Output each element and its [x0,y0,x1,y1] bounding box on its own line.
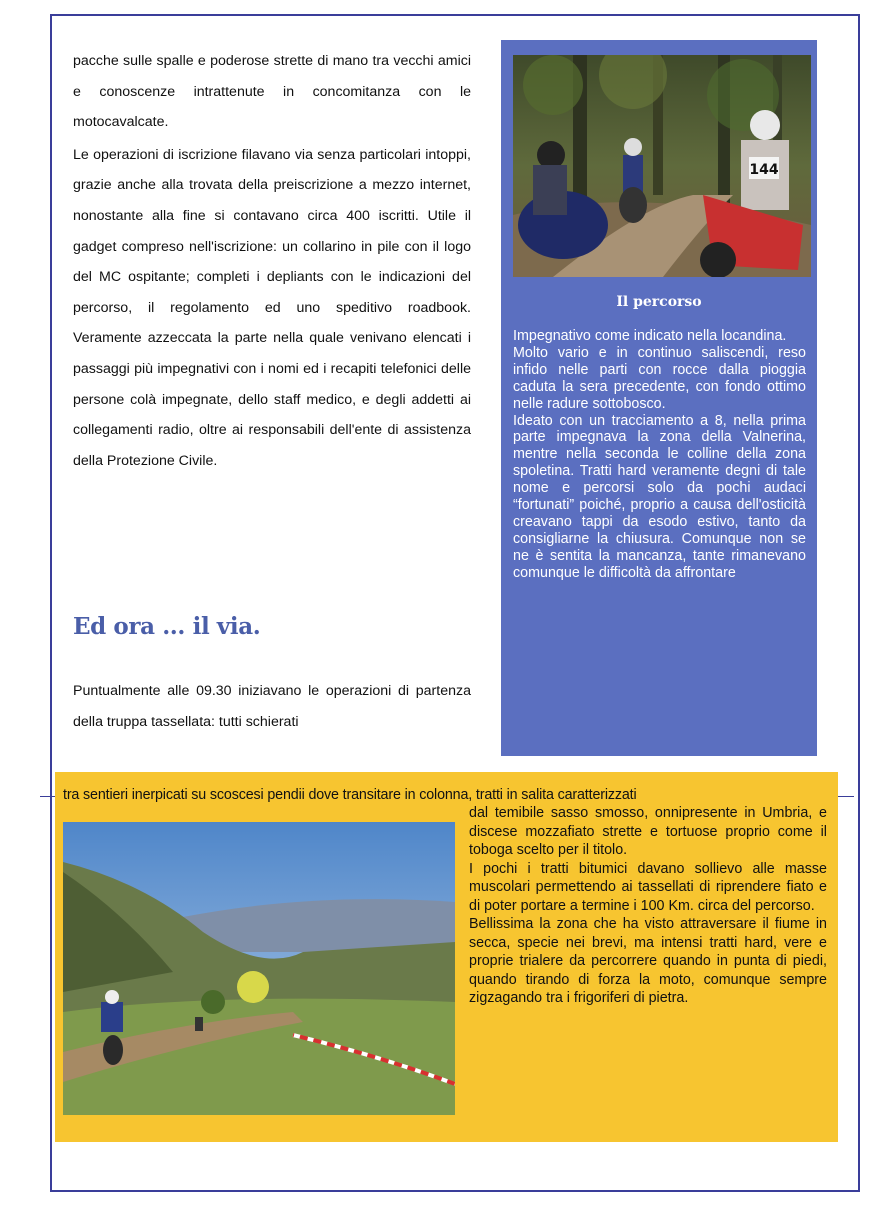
main-column [73,46,471,476]
yellow-text-box [55,772,838,1142]
body-paragraph-3: Puntualmente alle 09.30 iniziavano le operazioni di partenza della truppa tassellata: tutti schierati [73,683,471,730]
sidebar-caption: Il percorso [616,294,702,310]
sidebar-line-2: Molto vario e in continuo saliscendi, reso infido nelle parti con rocce dalla pioggia caduta la sera precedente, con fondo ottimo nelle radure sottobosco. [513,344,806,412]
yellow-line-2: I pochi i tratti bitumici davano sollievo alle masse muscolari permettendo ai tassellati di riprendere fiato e di poter portare a termine i 100 Km. circa del percorso. [469,860,827,914]
forest-riders-photo [513,55,811,277]
hillside-trail-photo [63,822,455,1115]
sidebar-text [513,328,806,582]
yellow-first-line: tra sentieri inerpicati su scoscesi pendii dove transitare in colonna, tratti in salita caratterizzati [63,787,637,803]
yellow-text [469,804,827,1008]
section-heading: Ed ora ... il via. [73,613,261,640]
yellow-line-3: Bellissima la zona che ha visto attraversare il fiume in secca, specie nei brevi, ma intensi tratti hard, vere e proprie trialere da percorrere quando in punta di piedi, quando tirando di forza la moto, comunque sempre zigzagando tra i frigoriferi di pietra. [469,916,827,1006]
race-number: 144 [749,162,779,178]
sidebar-line-1: Impegnativo come indicato nella locandina. [513,328,787,344]
yellow-line-1: dal temibile sasso smosso, onnipresente in Umbria, e discese mozzafiato strette e tortuose proprio come il toboga scelto per il titolo. [469,805,827,858]
main-column-continued [73,676,471,737]
body-paragraph-1: pacche sulle spalle e poderose strette di mano tra vecchi amici e conoscenze intrattenute in concomitanza con le motocavalcate. [73,53,471,131]
body-paragraph-2: Le operazioni di iscrizione filavano via senza particolari intoppi, grazie anche alla trovata della preiscrizione a mezzo internet, nonostante alla fine si contavano circa 400 iscritti. Utile il gadget compreso nell'iscrizione: un collarino in pile con il logo del MC ospitante; completi i depliants con le indicazioni del percorso, il regolamento ed uno speditivo roadbook. Veramente azzeccata la parte nella quale venivano elencati i passaggi più impegnativi con i nomi ed i recapiti telefonici delle persone colà impegnate, dello staff medico, e degli addetti ai collegamenti radio, oltre ai responsabili dell'ente di assistenza della Protezione Civile. [73,146,471,469]
divider-right [836,796,854,797]
sidebar-percorso [501,40,817,756]
sidebar-line-3: Ideato con un tracciamento a 8, nella prima parte impegnava la zona della Valnerina, mentre nella seconda le colline della zona spoletina. Tratti hard veramente degni di tale nome e percorsi solo da pochi audaci “fortunati” poiché, proprio a causa dell'osticità creavano tappi da esodo estivo, tanto da consigliarne la chiusura. Comunque non se ne è sentita la mancanza, tante rimanevano comunque le difficoltà da affrontare [513,412,806,581]
